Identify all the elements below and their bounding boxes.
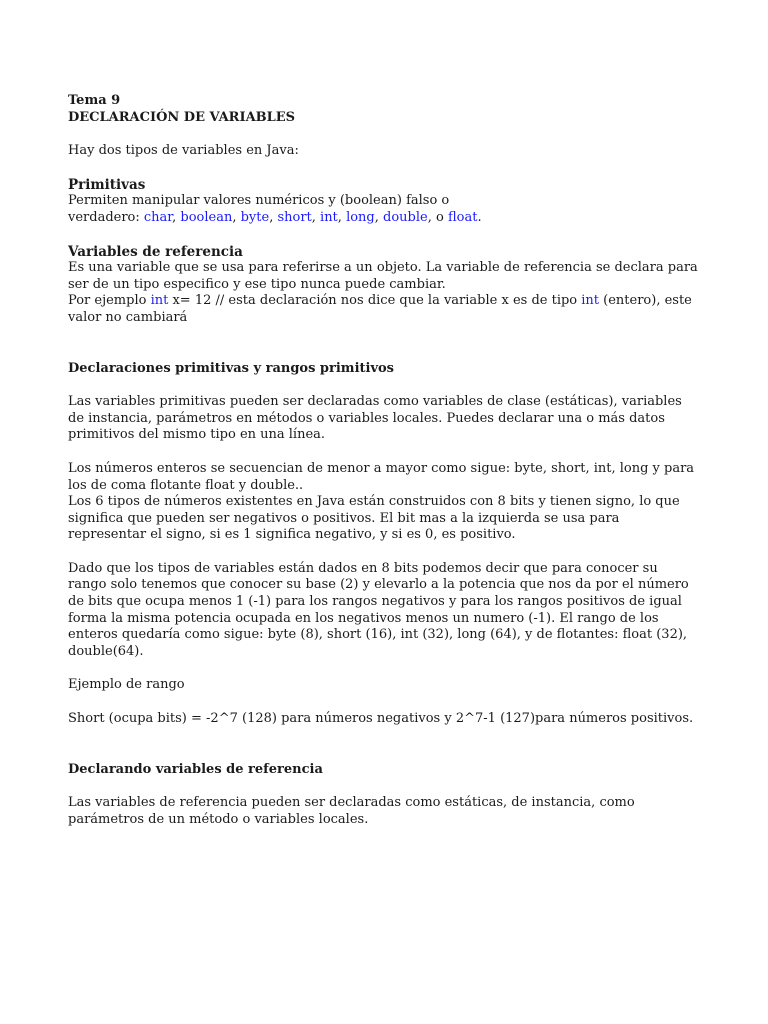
type-separator: , [269,209,278,225]
declaraciones-paragraph-2b: Los 6 tipos de números existentes en Java están construidos con 8 bits y tienen signo, lo que significa que pueden ser negativos o positivos. El bit mas a la izquierda se usa para representar el signo, si es 1 significa negativo, y si es 0, es positivo. [68,494,680,543]
declaraciones-paragraph-2a: Los números enteros se secuencian de menor a mayor como sigue: byte, short, int, long y para los de coma flotante float y double.. [68,460,695,493]
primitivas-types-line [68,210,700,227]
primitive-type-char: char [143,209,173,225]
primitive-type-long: long [346,209,375,225]
example-middle: x= 12 // esta declaración nos dice que la variable x es de tipo [168,293,582,309]
range-example-text: Short (ocupa bits) = -2^7 (128) para números negativos y 2^7-1 (127)para números positivos. [68,711,694,727]
declarando-heading: Declarando variables de referencia [68,761,323,777]
example-keyword-int: int [150,293,169,309]
type-separator: , [374,209,384,225]
primitive-type-double: double [383,209,428,225]
primitive-type-float: float [447,209,478,225]
type-separator: , o [427,209,448,225]
primitive-type-boolean: boolean [180,209,233,225]
primitive-type-byte: byte [240,209,270,225]
declaraciones-paragraph-1: Las variables primitivas pueden ser declaradas como variables de clase (estáticas), variables de instancia, parámetros en métodos o variables locales. Puedes declarar una o más datos primitivos del mismo tipo en una línea. [68,394,682,443]
example-keyword-int-2: int [581,293,600,309]
primitivas-line2-prefix: verdadero: [68,209,144,225]
primitive-type-int: int [320,209,338,225]
referencia-example [68,293,700,326]
primitive-types-list [144,210,482,225]
primitivas-heading: Primitivas [68,176,146,193]
type-separator: , [172,209,181,225]
referencia-text: Es una variable que se usa para referirse a un objeto. La variable de referencia se declara para ser de un tipo especifico y ese tipo nunca puede cambiar. [68,260,698,292]
type-list-end: . [477,209,482,225]
type-separator: , [232,209,241,225]
declaraciones-paragraph-3: Dado que los tipos de variables están dados en 8 bits podemos decir que para conocer su rango solo tenemos que conocer su base (2) y elevarlo a la potencia que nos da por el número de bits que ocupa menos 1 (-1) para los rangos negativos y para los rangos positivos de igual forma la misma potencia ocupada en los negativos menos un numero (-1). El rango de los enteros quedaría como sigue: byte (8), short (16), int (32), long (64), y de flotantes: float (32), double(64). [68,560,689,659]
primitivas-line1: Permiten manipular valores numéricos y (boolean) falso o [68,193,450,209]
intro-text: Hay dos tipos de variables en Java: [68,143,299,159]
example-suffix: (entero), este valor no cambiará [68,293,692,325]
document-page [68,93,700,828]
topic-number: Tema 9 [68,93,121,108]
range-example-label: Ejemplo de rango [68,677,185,693]
primitive-type-short: short [277,209,312,225]
page-title: DECLARACIÓN DE VARIABLES [68,109,296,125]
referencia-heading: Variables de referencia [68,243,243,260]
declaraciones-heading: Declaraciones primitivas y rangos primitivos [68,360,394,376]
type-separator: , [337,209,347,225]
example-prefix: Por ejemplo [68,293,151,309]
type-separator: , [311,209,321,225]
declarando-paragraph: Las variables de referencia pueden ser declaradas como estáticas, de instancia, como parámetros de un método o variables locales. [68,795,635,827]
